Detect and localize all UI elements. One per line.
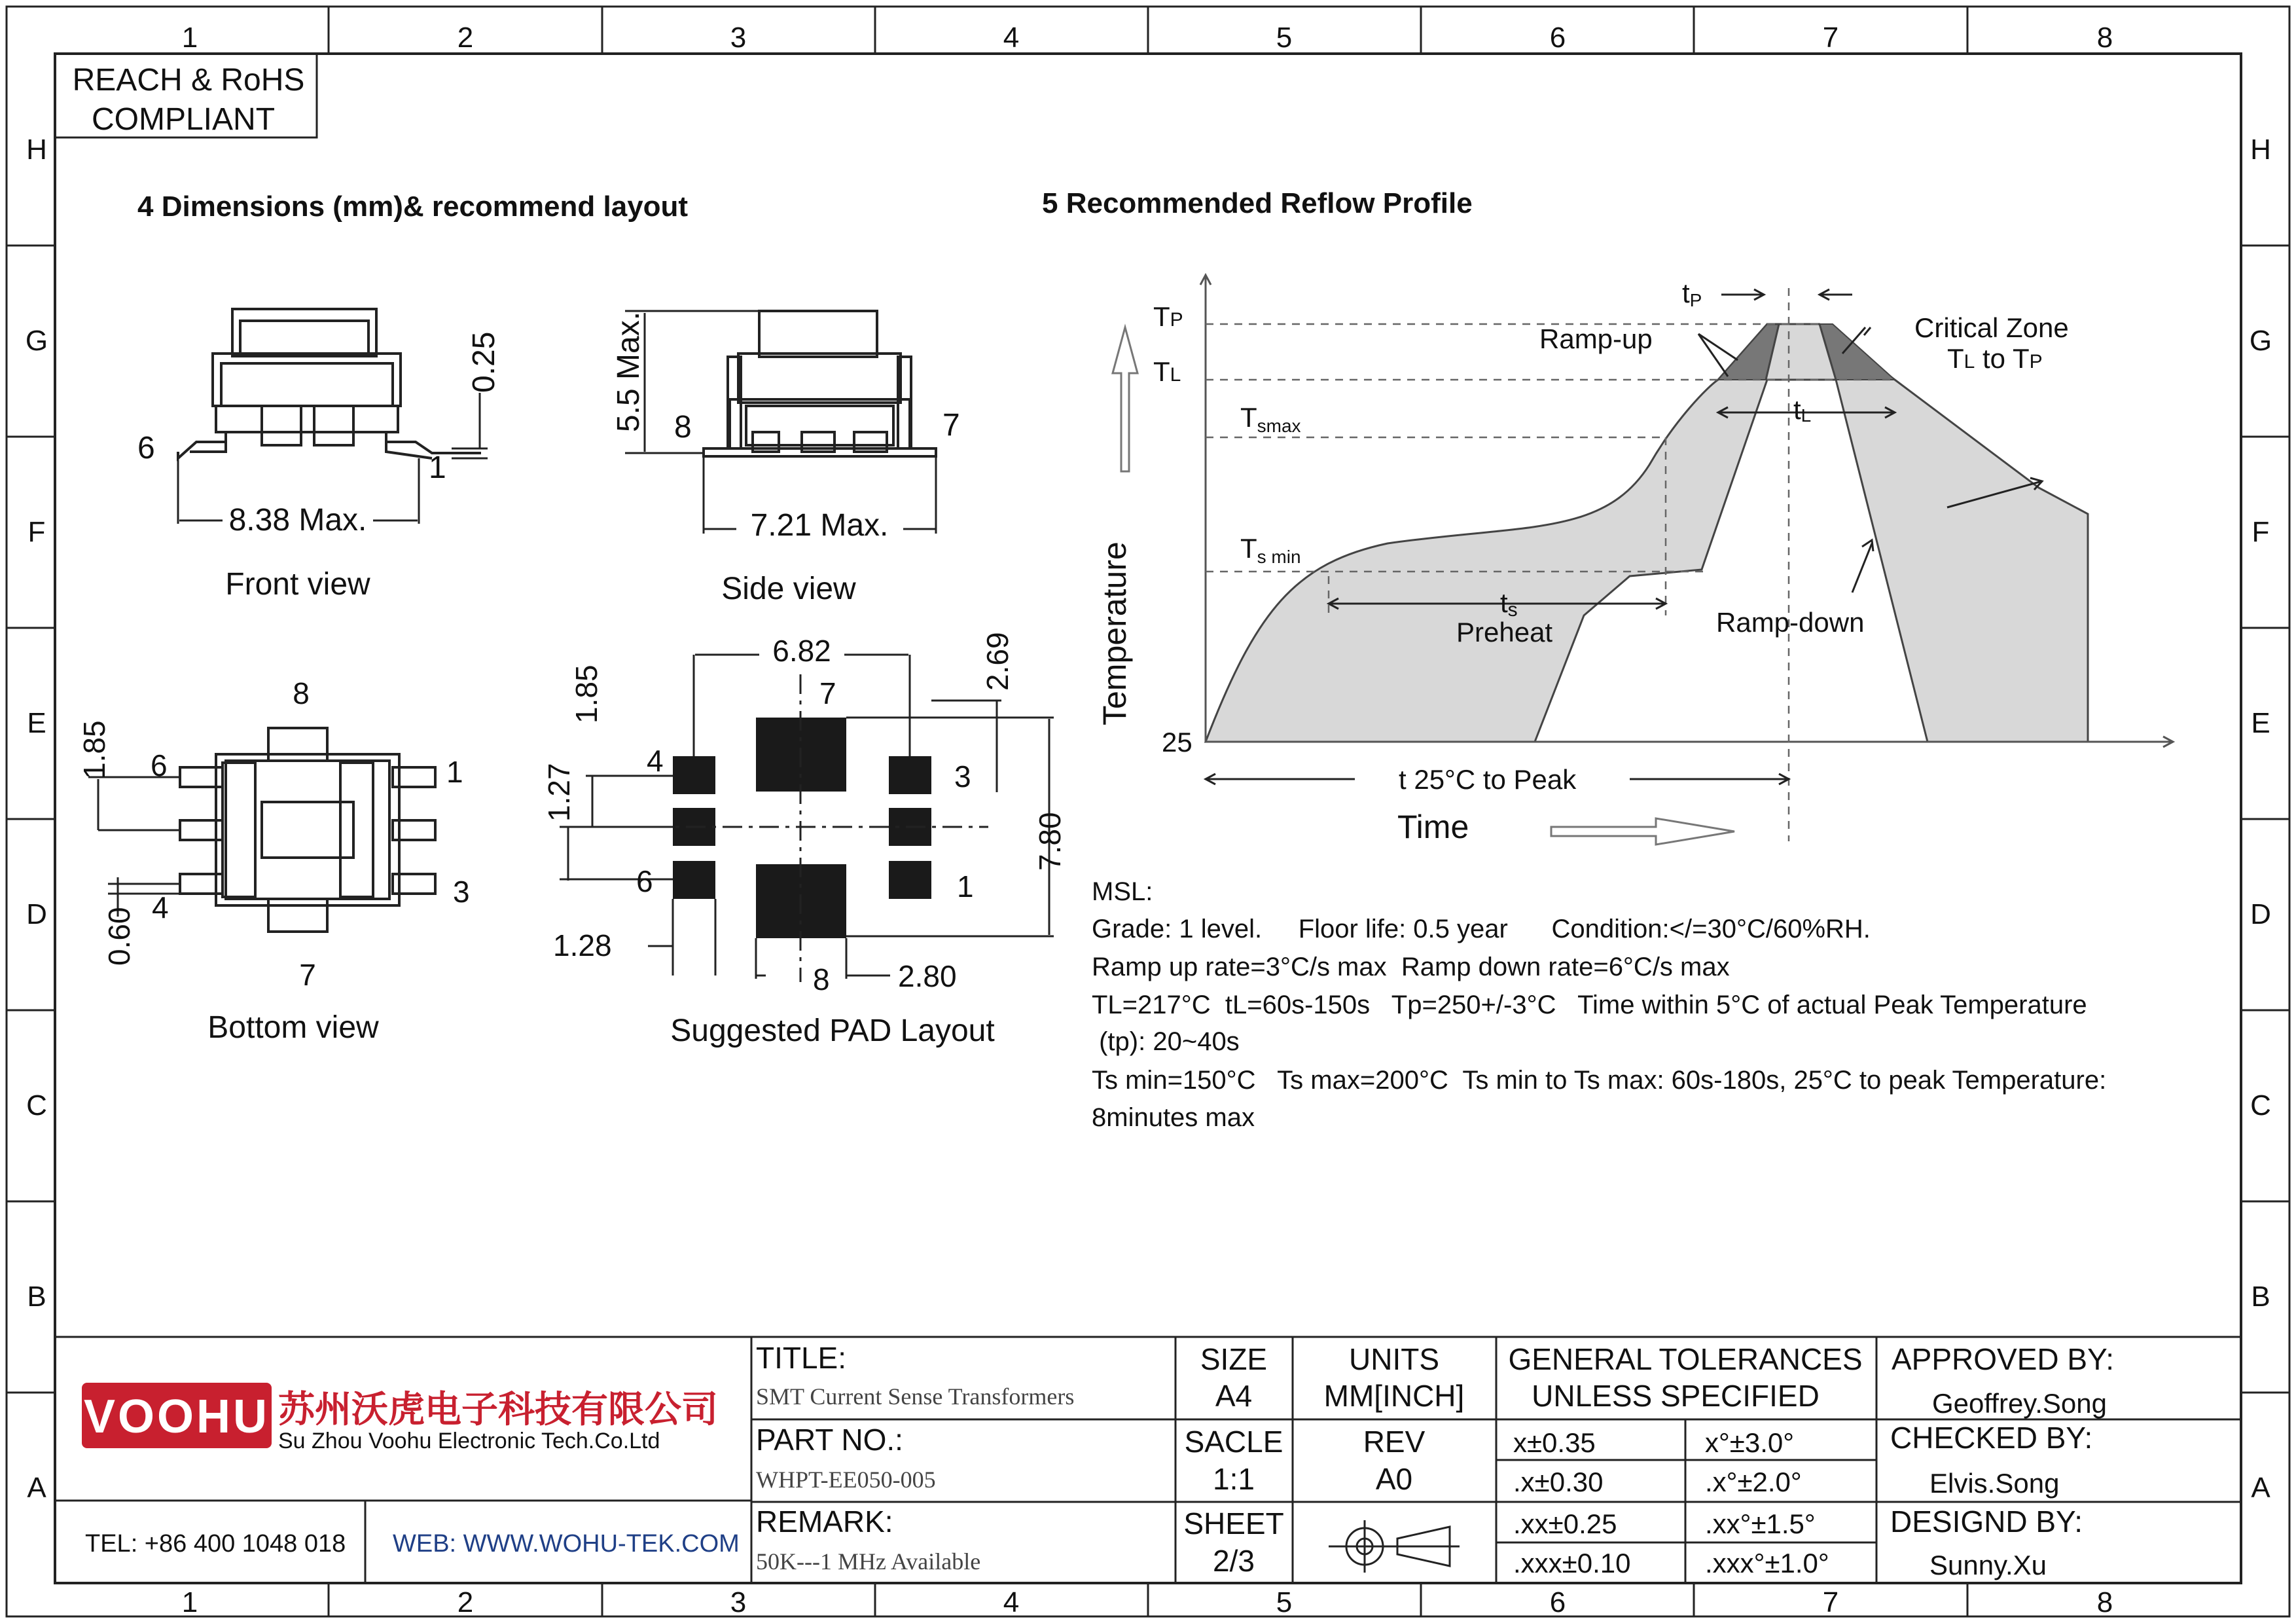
- row-label: A: [27, 1472, 46, 1504]
- col-label: 4: [1003, 22, 1020, 54]
- col-label: 7: [1822, 22, 1839, 54]
- front-pin-1: 1: [429, 450, 446, 485]
- tolerance-value: .xx±0.25: [1513, 1508, 1617, 1539]
- col-label: 7: [1822, 1586, 1839, 1618]
- row-label: A: [2251, 1472, 2270, 1504]
- compliance-line2: COMPLIANT: [91, 102, 276, 137]
- tsmax-label: T: [1240, 402, 1257, 433]
- designed-value: Sunny.Xu: [1929, 1550, 2047, 1580]
- row-label: H: [26, 134, 47, 166]
- front-lead-dim: 0.25: [467, 331, 501, 393]
- bottom-lead-dim: 0.60: [102, 907, 136, 966]
- msl-line: TL=217°C tL=60s-150s Tp=250+/-3°C Time within 5°C of actual Peak Temperature: [1092, 991, 2087, 1019]
- row-label: C: [2250, 1089, 2271, 1122]
- svg-text:tP: tP: [1682, 278, 1702, 310]
- tsmin-label: T: [1240, 533, 1257, 564]
- msl-line: (tp): 20~40s: [1092, 1027, 1240, 1056]
- remark-label: REMARK:: [756, 1504, 893, 1539]
- pad-pin-4: 4: [647, 744, 664, 778]
- front-pin-6: 6: [137, 431, 155, 465]
- units-label: UNITS: [1349, 1342, 1439, 1376]
- pad-layout-drawing: [560, 655, 1054, 982]
- bottom-pin-4: 4: [152, 890, 169, 924]
- logo-text: VOOHU: [83, 1391, 270, 1443]
- side-view-drawing: [625, 311, 936, 534]
- row-label: F: [27, 516, 46, 548]
- tolerance-value: x°±3.0°: [1705, 1427, 1795, 1458]
- pad-layout-label: Suggested PAD Layout: [670, 1013, 995, 1048]
- pad-1: [889, 861, 931, 899]
- scale-value: 1:1: [1213, 1462, 1255, 1496]
- company-name-cn: 苏州沃虎电子科技有限公司: [278, 1389, 718, 1430]
- msl-line: Ts min=150°C Ts max=200°C Ts min to Ts max: 60s-180s, 25°C to peak Temperature:: [1092, 1066, 2107, 1095]
- tp-axis-label: T: [1153, 301, 1170, 332]
- svg-text:TL: TL: [1153, 356, 1181, 387]
- pad-dim-127: 1.27: [542, 763, 576, 822]
- checked-label: CHECKED BY:: [1890, 1421, 2093, 1455]
- col-label: 2: [457, 1586, 474, 1618]
- sheet-value: 2/3: [1213, 1544, 1255, 1578]
- tl-axis-label: T: [1153, 356, 1170, 387]
- company-name-en: Su Zhou Voohu Electronic Tech.Co.Ltd: [278, 1429, 660, 1453]
- designed-label: DESIGND BY:: [1890, 1504, 2083, 1539]
- svg-text:TL to TP: TL to TP: [1947, 343, 2043, 374]
- temperature-label: Temperature: [1096, 541, 1133, 725]
- front-view-drawing: [178, 309, 488, 524]
- row-label: D: [2250, 898, 2271, 930]
- pad-pin-7: 7: [819, 676, 836, 710]
- pad-dim-269: 2.69: [980, 632, 1014, 691]
- t25-label: 25: [1162, 727, 1193, 757]
- tolerance-heading-1: GENERAL TOLERANCES: [1508, 1342, 1863, 1376]
- row-label: E: [2251, 707, 2270, 739]
- bottom-pin-7: 7: [299, 958, 316, 992]
- critical-zone-label: Critical Zone: [1914, 312, 2069, 343]
- row-label: D: [26, 898, 47, 930]
- row-label: G: [2249, 325, 2272, 357]
- pad-dim-128: 1.28: [553, 928, 612, 962]
- col-label: 1: [181, 22, 198, 54]
- bottom-view-label: Bottom view: [207, 1010, 379, 1045]
- row-label: C: [26, 1089, 47, 1122]
- msl-notes: [1092, 877, 2106, 1132]
- col-label: 8: [2096, 1586, 2113, 1618]
- msl-line: Ramp up rate=3°C/s max Ramp down rate=6°C/s max: [1092, 953, 1730, 981]
- section4-heading: 4 Dimensions (mm)& recommend layout: [137, 191, 689, 223]
- ramp-up-label: Ramp-up: [1539, 323, 1653, 354]
- ramp-down-label: Ramp-down: [1716, 607, 1865, 638]
- preheat-label: Preheat: [1456, 617, 1553, 647]
- temperature-arrow: [1113, 327, 1138, 471]
- bottom-pin-1: 1: [446, 755, 463, 789]
- row-label: G: [25, 325, 48, 357]
- rev-label: REV: [1363, 1425, 1426, 1459]
- part-value: WHPT-EE050-005: [756, 1467, 936, 1493]
- bottom-pin-8: 8: [293, 676, 310, 710]
- col-label: 5: [1276, 22, 1293, 54]
- tel: TEL: +86 400 1048 018: [85, 1530, 346, 1558]
- time-label: Time: [1397, 809, 1469, 845]
- tolerance-heading-2: UNLESS SPECIFIED: [1532, 1379, 1820, 1413]
- svg-text:ts: ts: [1500, 587, 1518, 621]
- time-arrow: [1551, 818, 1734, 845]
- checked-value: Elvis.Song: [1929, 1468, 2060, 1499]
- row-label: B: [27, 1281, 46, 1313]
- company-logo: [82, 1383, 272, 1448]
- bottom-pitch-dim: 1.85: [77, 720, 111, 779]
- pad-dim-280: 2.80: [898, 959, 957, 993]
- tolerance-value: .x°±2.0°: [1705, 1467, 1802, 1497]
- tolerance-value: .xx°±1.5°: [1705, 1508, 1816, 1539]
- col-label: 6: [1549, 1586, 1566, 1618]
- row-label: E: [27, 707, 46, 739]
- pad-pin-6: 6: [636, 864, 653, 898]
- scale-label: SACLE: [1184, 1425, 1283, 1459]
- row-label: H: [2250, 134, 2271, 166]
- approved-label: APPROVED BY:: [1892, 1342, 2115, 1376]
- title-value: SMT Current Sense Transformers: [756, 1383, 1075, 1410]
- profile-area: [1206, 324, 2088, 742]
- critical-zone-range: T: [1947, 343, 1964, 374]
- ts-label: t: [1500, 587, 1508, 618]
- side-view-label: Side view: [721, 572, 856, 606]
- web: WEB: WWW.WOHU-TEK.COM: [393, 1530, 740, 1558]
- col-label: 5: [1276, 1586, 1293, 1618]
- part-label: PART NO.:: [756, 1423, 903, 1457]
- rev-value: A0: [1375, 1462, 1413, 1496]
- col-label: 3: [730, 1586, 747, 1618]
- compliance-line1: REACH & RoHS: [72, 63, 305, 98]
- front-view-label: Front view: [225, 567, 370, 602]
- svg-text:Ts min: Ts min: [1240, 533, 1301, 567]
- col-label: 4: [1003, 1586, 1020, 1618]
- pad-3: [889, 756, 931, 794]
- pad-dim-682: 6.82: [772, 634, 831, 668]
- remark-value: 50K---1 MHz Available: [756, 1548, 981, 1575]
- msl-line: Grade: 1 level. Floor life: 0.5 year Condition:</=30°C/60%RH.: [1092, 915, 1871, 943]
- pad-dim-185: 1.85: [569, 665, 603, 723]
- bottom-view-drawing: [88, 728, 435, 932]
- side-width-dim: 7.21 Max.: [750, 508, 889, 543]
- size-value: A4: [1215, 1379, 1253, 1413]
- svg-text:Tsmax: Tsmax: [1240, 402, 1301, 436]
- compliance-box: [55, 54, 317, 137]
- pad-4: [673, 756, 715, 794]
- tolerance-value: .x±0.30: [1513, 1467, 1604, 1497]
- row-label: F: [2251, 516, 2270, 548]
- msl-line: 8minutes max: [1092, 1103, 1255, 1132]
- size-label: SIZE: [1200, 1342, 1268, 1376]
- col-label: 6: [1549, 22, 1566, 54]
- pad-pin-1: 1: [957, 869, 974, 903]
- section5-heading: 5 Recommended Reflow Profile: [1042, 187, 1473, 219]
- msl-title: MSL:: [1092, 877, 1153, 906]
- svg-text:tL: tL: [1793, 394, 1812, 426]
- projection-symbol: [1329, 1520, 1460, 1573]
- side-pin-7: 7: [942, 408, 960, 443]
- bottom-pin-3: 3: [453, 875, 470, 909]
- units-value: MM[INCH]: [1323, 1379, 1465, 1413]
- col-label: 1: [181, 1586, 198, 1618]
- bottom-pin-6: 6: [151, 748, 168, 782]
- tp-top-label: t: [1682, 278, 1690, 308]
- tolerance-value: x±0.35: [1513, 1427, 1596, 1458]
- zone-labels: [26, 22, 2272, 1618]
- t25-peak-label: t 25°C to Peak: [1399, 764, 1577, 795]
- col-label: 8: [2096, 22, 2113, 54]
- tl-mid-label: t: [1793, 394, 1801, 425]
- side-pin-8: 8: [674, 410, 692, 445]
- approved-value: Geoffrey.Song: [1932, 1388, 2107, 1419]
- pad-pin-3: 3: [954, 759, 971, 793]
- front-width-dim: 8.38 Max.: [228, 503, 367, 538]
- sheet-label: SHEET: [1183, 1506, 1284, 1541]
- pad-dim-780: 7.80: [1033, 812, 1067, 871]
- row-label: B: [2251, 1281, 2270, 1313]
- svg-text:TP: TP: [1153, 301, 1183, 332]
- side-height-dim: 5.5 Max.: [611, 311, 646, 432]
- title-label: TITLE:: [756, 1341, 847, 1375]
- tolerance-value: .xxx°±1.0°: [1705, 1548, 1829, 1578]
- pad-6: [673, 861, 715, 899]
- col-label: 3: [730, 22, 747, 54]
- col-label: 2: [457, 22, 474, 54]
- tolerance-value: .xxx±0.10: [1513, 1548, 1631, 1578]
- pad-pin-8: 8: [813, 962, 830, 996]
